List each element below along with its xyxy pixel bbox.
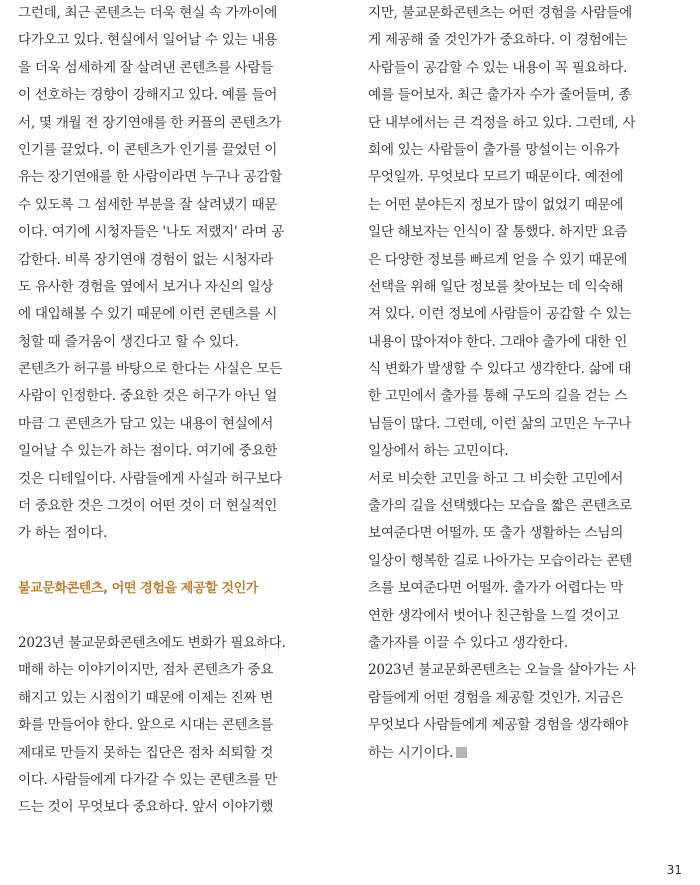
text-line: 보여준다면 어떨까. 또 출가 생활하는 스님의 xyxy=(368,525,624,542)
text-line: 일상이 행복한 길로 나아가는 모습이라는 콘텐 xyxy=(368,552,632,569)
text-line: 2023년 불교문화콘텐츠에도 변화가 필요하다. xyxy=(18,634,286,651)
text-line: 예를 들어보자. 최근 출가자 수가 줄어들며, 종 xyxy=(368,87,632,104)
text-line: 게 제공해 줄 것인가가 중요하다. 이 경험에는 xyxy=(368,32,628,49)
paragraph xyxy=(368,466,680,658)
text-line: 이 선호하는 경향이 강해지고 있다. 예를 들어 xyxy=(18,87,278,104)
text-line: 유는 장기연애를 한 사람이라면 누구나 공감할 xyxy=(18,169,282,186)
text-line: 지만, 불교문화콘텐츠는 어떤 경험을 사람들에 xyxy=(368,5,632,21)
text-line: 서로 비슷한 고민을 하고 그 비슷한 고민에서 xyxy=(368,470,624,487)
text-line: 사람들이 공감할 수 있는 내용이 꼭 필요하다. xyxy=(368,59,628,76)
paragraph xyxy=(368,657,680,767)
paragraph xyxy=(18,0,330,356)
text-line: 서, 몇 개월 전 장기연애를 한 커플의 콘텐츠가 xyxy=(18,114,282,131)
text-line: 회에 있는 사람들이 출가를 망설이는 이유가 xyxy=(368,141,620,158)
text-line: 무엇일까. 무엇보다 모르기 때문이다. 예전에 xyxy=(368,169,624,186)
text-line: 을 더욱 섬세하게 잘 살려낸 콘텐츠를 사람들 xyxy=(18,59,274,76)
text-line: 것은 디테일이다. 사람들에게 사실과 허구보다 xyxy=(18,470,282,487)
text-line: 드는 것이 무엇보다 중요하다. 앞서 이야기했 xyxy=(18,799,274,816)
text-line: 선택을 위해 일단 정보를 찾아보는 데 익숙해 xyxy=(368,278,624,295)
section-heading: 불교문화콘텐츠, 어떤 경험을 제공할 것인가 xyxy=(18,581,258,597)
text-line-content: 하는 시기이다. xyxy=(368,744,454,761)
spacer xyxy=(18,548,330,575)
text-line: 해지고 있는 시점이기 때문에 이제는 진짜 변 xyxy=(18,689,274,706)
paragraph xyxy=(18,630,330,822)
text-line: 이다. 여기에 시청자들은 '나도 저랬지' 라며 공 xyxy=(18,224,284,241)
text-line: 내용이 많아져야 한다. 그래야 출가에 대한 인 xyxy=(368,333,628,350)
text-line: 무엇보다 사람들에게 제공할 경험을 생각해야 xyxy=(368,717,628,734)
text-line: 한 고민에서 출가를 통해 구도의 길을 걷는 스 xyxy=(368,388,628,405)
text-line: 가 하는 점이다. xyxy=(18,525,108,542)
text-line: 도 유사한 경험을 옆에서 보거나 자신의 일상 xyxy=(18,278,274,295)
last-text-line xyxy=(368,740,680,767)
text-line: 일어날 수 있는가 하는 점이다. 여기에 중요한 xyxy=(18,443,278,460)
text-line: 청할 때 즐거움이 생긴다고 할 수 있다. xyxy=(18,333,239,350)
text-line: 님들이 많다. 그런데, 이런 삶의 고민은 누구나 xyxy=(368,415,632,432)
text-line: 더 중요한 것은 그것이 어떤 것이 더 현실적인 xyxy=(18,498,278,515)
text-line: 화를 만들어야 한다. 앞으로 시대는 콘텐츠를 xyxy=(18,717,274,734)
text-line: 져 있다. 이런 정보에 사람들이 공감할 수 있는 xyxy=(368,306,632,323)
text-line: 사람이 인정한다. 중요한 것은 허구가 아닌 얼 xyxy=(18,388,278,405)
text-line: 매해 하는 이야기이지만, 점차 콘텐츠가 중요 xyxy=(18,662,274,679)
text-line: 그런데, 최근 콘텐츠는 더욱 현실 속 가까이에 xyxy=(18,5,278,21)
text-line: 출가의 길을 선택했다는 모습을 짧은 콘텐츠로 xyxy=(368,498,632,515)
text-line: 마큼 그 콘텐츠가 담고 있는 내용이 현실에서 xyxy=(18,415,274,432)
text-line: 2023년 불교문화콘텐츠는 오늘을 살아가는 사 xyxy=(368,662,636,679)
text-line: 다가오고 있다. 현실에서 일어날 수 있는 내용 xyxy=(18,32,278,49)
text-line: 에 대입해볼 수 있기 때문에 이런 콘텐츠를 시 xyxy=(18,306,278,323)
text-line: 일단 해보자는 인식이 잘 통했다. 하지만 요즘 xyxy=(368,224,628,241)
text-line: 감한다. 비록 장기연애 경험이 없는 시청자라 xyxy=(18,251,274,268)
text-line: 연한 생각에서 벗어나 친근함을 느낄 것이고 xyxy=(368,607,620,624)
text-line: 출가자를 이끌 수 있다고 생각한다. xyxy=(368,634,568,651)
paragraph xyxy=(368,0,680,466)
spacer xyxy=(18,603,330,630)
text-line: 람들에게 어떤 경험을 제공할 것인가. 지금은 xyxy=(368,689,624,706)
text-line: 은 다양한 정보를 빠르게 얻을 수 있기 때문에 xyxy=(368,251,628,268)
paragraph xyxy=(18,356,330,548)
text-line: 츠를 보여준다면 어떨까. 출가가 어렵다는 막 xyxy=(368,580,624,597)
right-column xyxy=(368,0,680,767)
text-line: 이다. 사람들에게 다가갈 수 있는 콘텐츠를 만 xyxy=(18,771,278,788)
text-line: 인기를 끌었다. 이 콘텐츠가 인기를 끌었던 이 xyxy=(18,141,278,158)
end-mark-square-icon xyxy=(456,747,467,758)
text-line: 콘텐츠가 허구를 바탕으로 한다는 사실은 모든 xyxy=(18,361,282,378)
left-column xyxy=(18,0,330,822)
text-line: 식 변화가 발생할 수 있다고 생각한다. 삶에 대 xyxy=(368,361,632,378)
text-line: 단 내부에서는 큰 걱정을 하고 있다. 그런데, 사 xyxy=(368,114,636,131)
page-number: 31 xyxy=(666,863,682,877)
text-line: 는 어떤 분야든지 정보가 많이 없었기 때문에 xyxy=(368,196,624,213)
text-line: 제대로 만들지 못하는 집단은 점차 쇠퇴할 것 xyxy=(18,744,274,761)
text-line: 일상에서 하는 고민이다. xyxy=(368,443,509,460)
text-line: 수 있도록 그 섬세한 부분을 잘 살려냈기 때문 xyxy=(18,196,278,213)
